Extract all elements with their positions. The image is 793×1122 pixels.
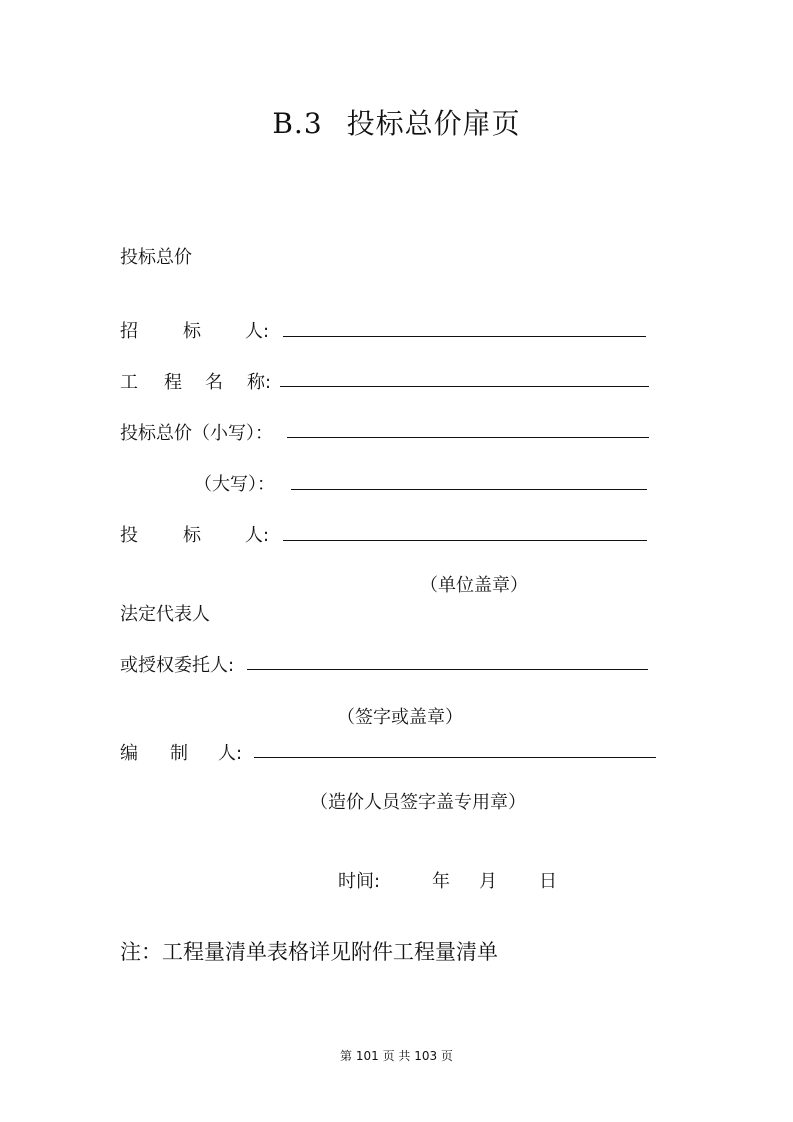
title-code: B.3 [272,107,323,140]
footnote: 注：工程量清单表格详见附件工程量清单 [120,940,498,964]
title-text: 投标总价扉页 [346,107,521,140]
tenderer-label: 招 [120,321,138,342]
preparer-label-part: 制 [170,743,188,764]
date-year: 年 [432,871,450,892]
total-small-field[interactable] [287,437,649,438]
page-title [0,102,793,142]
bidder-label-part: 标 [183,525,201,546]
form-heading: 投标总价 [120,247,192,268]
unit-seal-note: （单位盖章） [420,575,528,596]
project-label-part: 名 [205,372,223,393]
project-label: 工 [120,372,138,393]
project-label-part: 称: [247,372,272,393]
date-label: 时间: [338,871,381,892]
preparer-field[interactable] [254,757,656,758]
authorized-label: 或授权委托人: [120,655,235,676]
authorized-field[interactable] [247,669,648,670]
bidder-field[interactable] [283,540,647,541]
total-large-label: （大写）： [194,474,275,495]
date-day: 日 [539,871,557,892]
total-small-label: 投标总价（小写）： [120,423,273,444]
tenderer-field[interactable] [283,336,646,337]
sign-seal-note: （签字或盖章） [337,707,463,728]
bidder-label: 投 [120,525,138,546]
project-name-field[interactable] [280,386,649,387]
cost-seal-note: （造价人员签字盖专用章） [310,792,526,813]
page-number: 第 101 页 共 103 页 [340,1049,453,1063]
preparer-label-part: 人: [218,743,243,764]
project-label-part: 程 [164,372,182,393]
preparer-label: 编 [120,743,138,764]
total-large-field[interactable] [291,489,647,490]
date-month: 月 [479,871,497,892]
tenderer-label-part: 标 [183,321,201,342]
bidder-label-part: 人: [245,525,270,546]
tenderer-label-part: 人: [245,321,270,342]
legal-rep-label: 法定代表人 [120,604,210,625]
